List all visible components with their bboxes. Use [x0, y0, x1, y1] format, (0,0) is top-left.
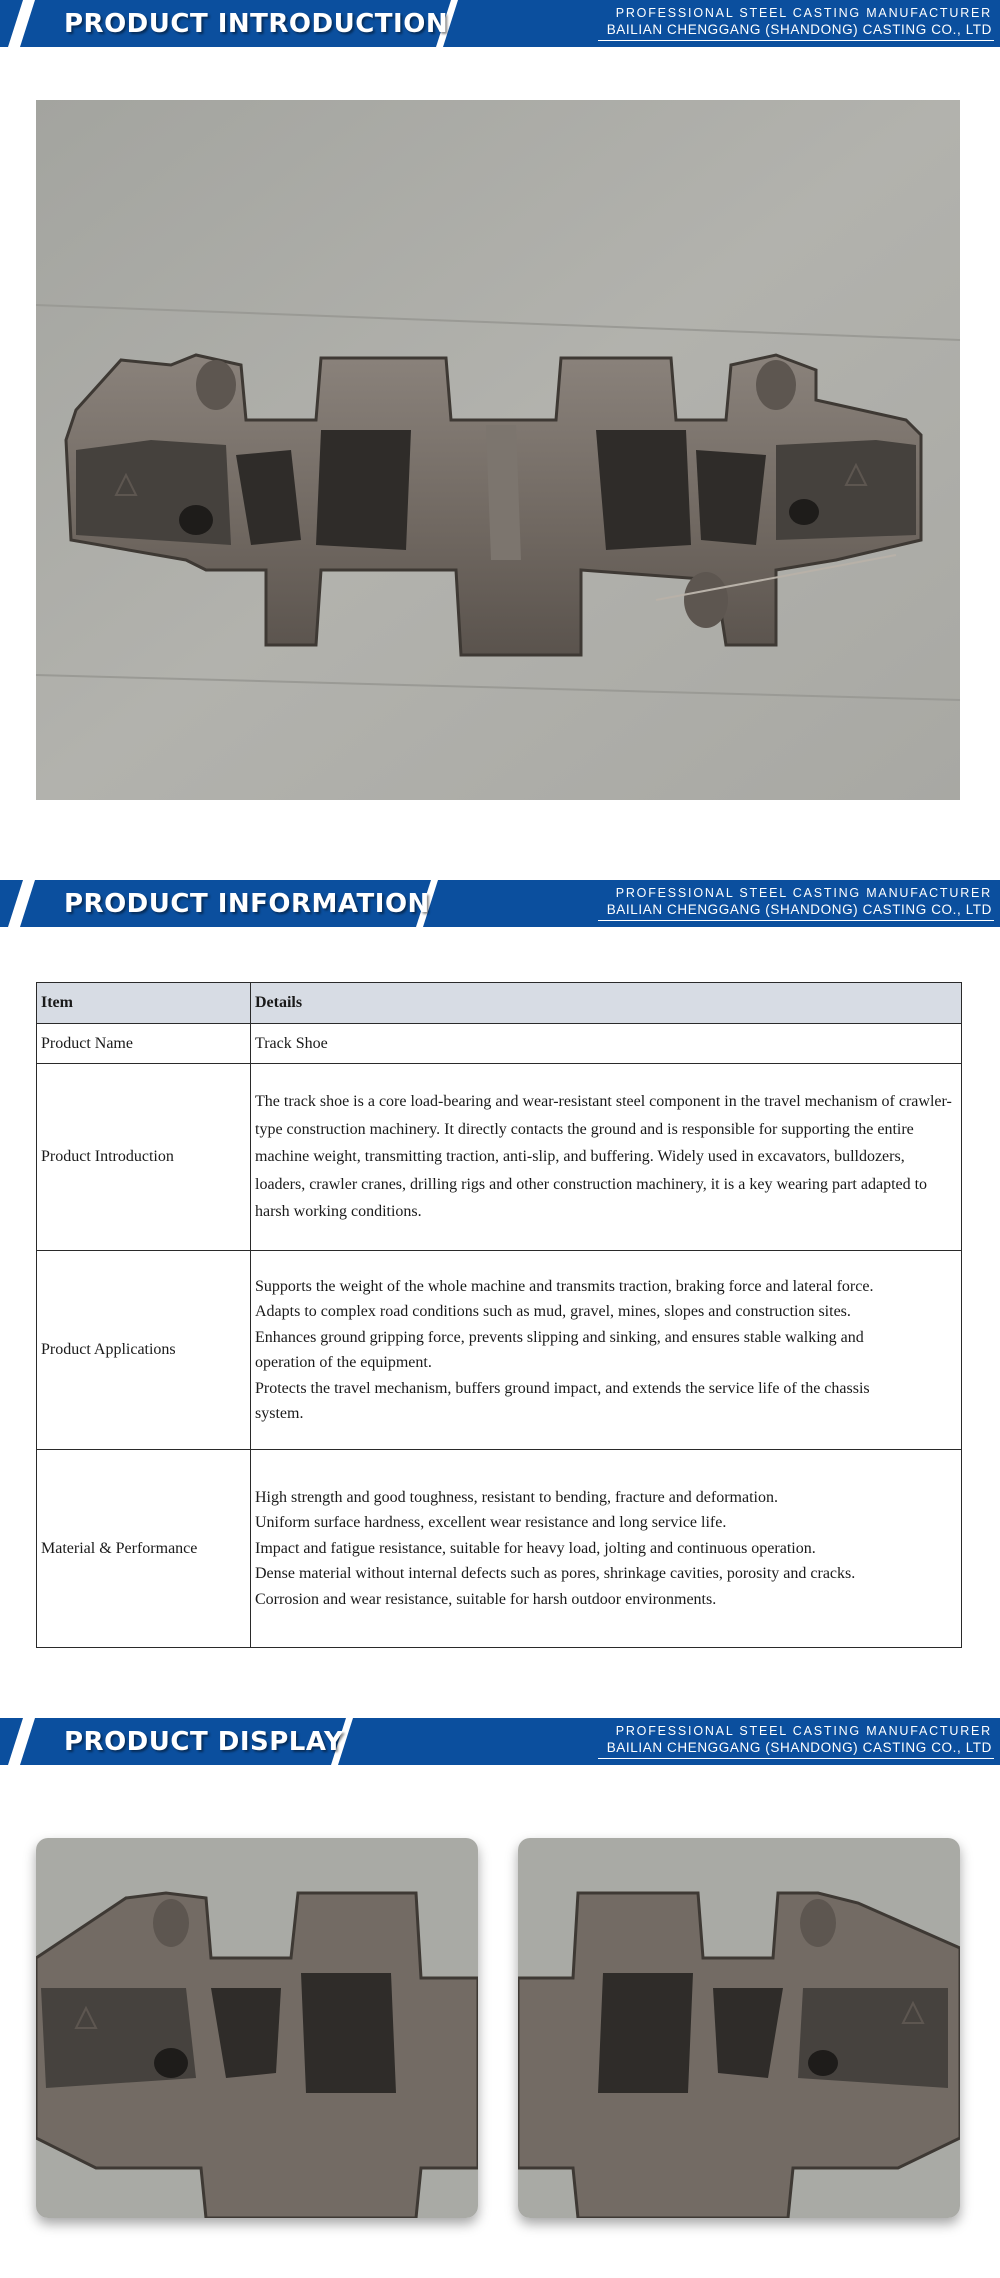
section-banner-information [0, 880, 1000, 927]
section-banner-introduction [0, 0, 1000, 47]
section-title: PRODUCT DISPLAY [64, 1727, 344, 1757]
brand-company: BAILIAN CHENGGANG (SHANDONG) CASTING CO., LTD [606, 22, 992, 37]
brand-tagline: PROFESSIONAL STEEL CASTING MANUFACTURER [615, 1724, 992, 1738]
display-photo-left [36, 1838, 478, 2218]
brand-company: BAILIAN CHENGGANG (SHANDONG) CASTING CO., LTD [606, 1740, 992, 1755]
list-item: Uniform surface hardness, excellent wear resistance and long service life. [255, 1514, 727, 1532]
table-row [37, 1064, 962, 1251]
main-product-photo [36, 100, 960, 800]
list-item: Adapts to complex road conditions such as mud, gravel, mines, slopes and construction sites. [255, 1303, 851, 1320]
display-photo-right [518, 1838, 960, 2218]
section-title: PRODUCT INFORMATION [64, 889, 430, 919]
row-value-product-applications [251, 1251, 962, 1450]
section-banner-display [0, 1718, 1000, 1765]
table-row [37, 1251, 962, 1450]
list-item: Protects the travel mechanism, buffers ground impact, and extends the service life of the chassis [255, 1379, 870, 1397]
banner-rule [598, 920, 994, 921]
table-header-row [37, 983, 962, 1024]
track-shoe-right-end-photo-icon [518, 1838, 960, 2218]
row-value-material-performance [251, 1450, 962, 1648]
brand-company: BAILIAN CHENGGANG (SHANDONG) CASTING CO., LTD [606, 902, 992, 917]
list-item: Impact and fatigue resistance, suitable for heavy load, jolting and continuous operation. [255, 1539, 816, 1557]
row-label-product-applications: Product Applications [37, 1251, 251, 1450]
list-item: Enhances ground gripping force, prevents slipping and sinking, and ensures stable walking and [255, 1328, 864, 1346]
row-value-product-name: Track Shoe [251, 1024, 962, 1064]
list-item: system. [255, 1405, 304, 1422]
list-item: High strength and good toughness, resistant to bending, fracture and deformation. [255, 1488, 778, 1506]
row-label-product-name: Product Name [37, 1024, 251, 1064]
row-label-product-introduction: Product Introduction [37, 1064, 251, 1251]
product-info-table [36, 982, 962, 1648]
header-details: Details [251, 983, 962, 1024]
list-item: operation of the equipment. [255, 1354, 432, 1371]
banner-rule [598, 1758, 994, 1759]
table-row [37, 1024, 962, 1064]
banner-rule [598, 40, 994, 41]
table-row [37, 1450, 962, 1648]
brand-tagline: PROFESSIONAL STEEL CASTING MANUFACTURER [615, 6, 992, 20]
section-title: PRODUCT INTRODUCTION [64, 9, 449, 39]
brand-tagline: PROFESSIONAL STEEL CASTING MANUFACTURER [615, 886, 992, 900]
row-value-product-introduction: The track shoe is a core load-bearing and wear-resistant steel component in the travel mechanism of crawler-type construction machinery. It directly contacts the ground and is responsible for supporting the entire machine weight, transmitting traction, anti-slip, and buffering. Widely used in excavators, bulldozers, loaders, crawler cranes, drilling rigs and other construction machinery, it is a key wearing part adapted to harsh working conditions. [251, 1064, 962, 1251]
row-label-material-performance: Material & Performance [37, 1450, 251, 1648]
list-item: Dense material without internal defects such as pores, shrinkage cavities, porosity and cracks. [255, 1565, 856, 1583]
list-item: Supports the weight of the whole machine and transmits traction, braking force and lateral force. [255, 1277, 874, 1295]
header-item: Item [37, 983, 251, 1024]
track-shoe-photo-icon [36, 100, 960, 800]
list-item: Corrosion and wear resistance, suitable for harsh outdoor environments. [255, 1590, 717, 1608]
track-shoe-left-end-photo-icon [36, 1838, 478, 2218]
